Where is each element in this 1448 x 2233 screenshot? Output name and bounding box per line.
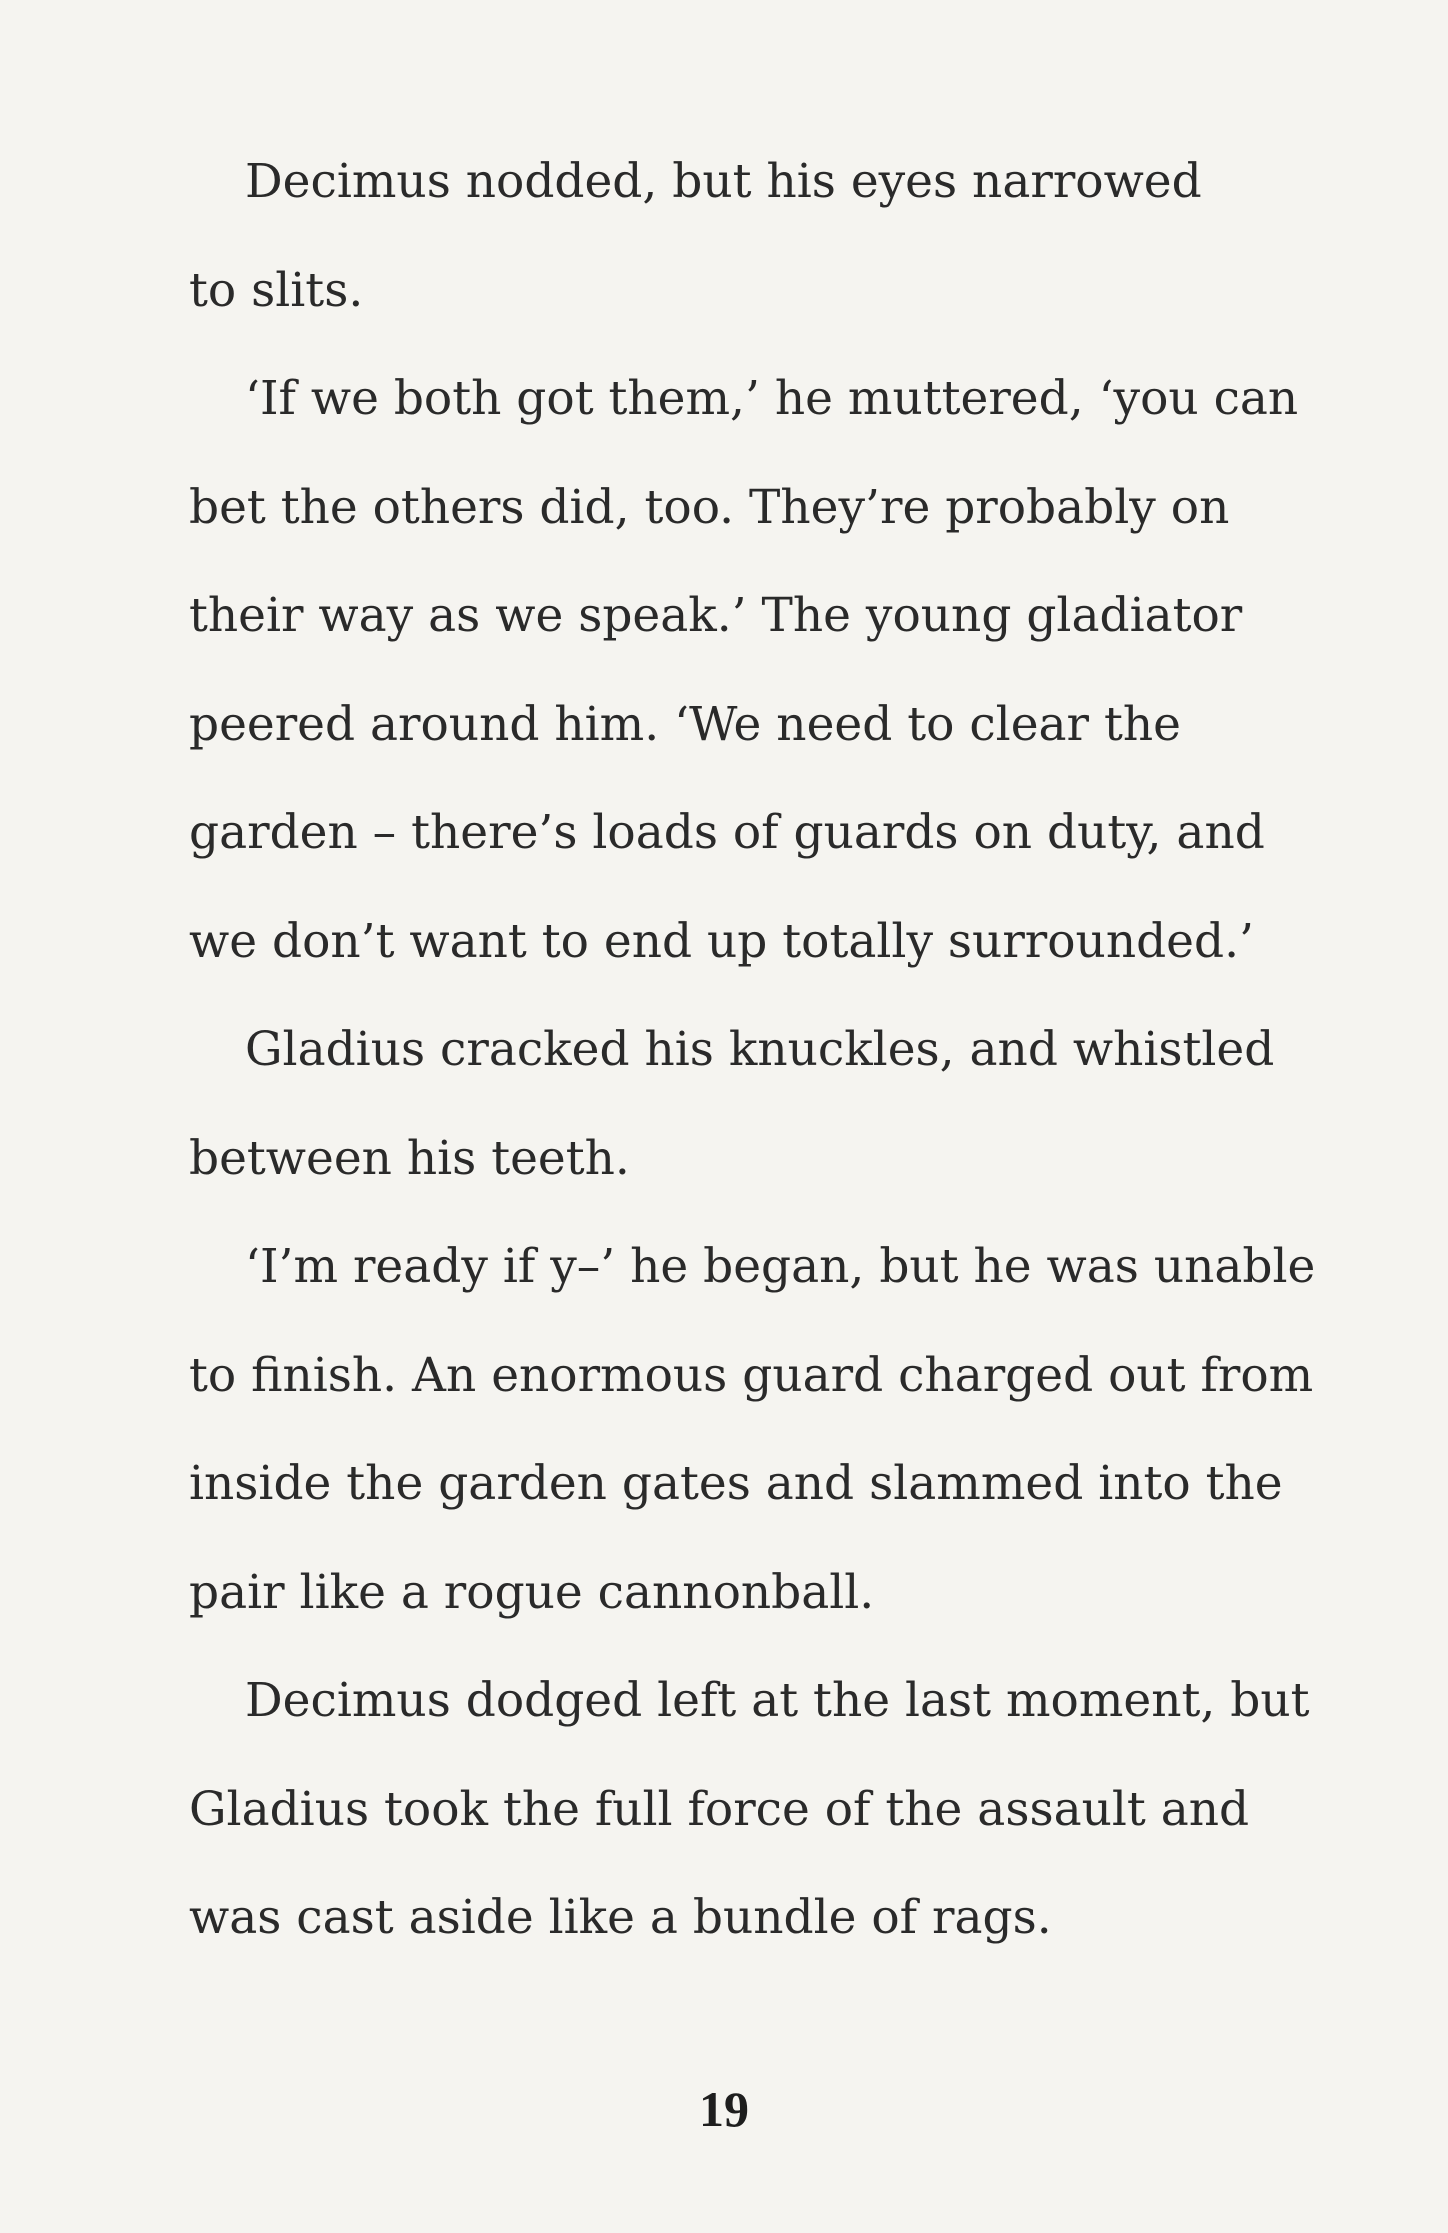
text-line: bet the others did, too. They’re probably on bbox=[189, 479, 1230, 535]
text-line: we don’t want to end up totally surrounded.’ bbox=[189, 913, 1254, 969]
page-number: 19 bbox=[699, 2081, 749, 2137]
text-line: ‘If we both got them,’ he muttered, ‘you can bbox=[245, 371, 1299, 426]
text-line: to finish. An enormous guard charged out from bbox=[189, 1347, 1314, 1403]
text-line: Decimus nodded, but his eyes narrowed bbox=[245, 154, 1202, 209]
text-line: inside the garden gates and slammed into the bbox=[189, 1456, 1283, 1511]
text-line: peered around him. ‘We need to clear the bbox=[189, 696, 1181, 752]
text-line: pair like a rogue cannonball. bbox=[189, 1564, 875, 1620]
text-line: garden – there’s loads of guards on duty, and bbox=[189, 805, 1265, 860]
text-line: between his teeth. bbox=[189, 1130, 630, 1186]
text-line: Gladius cracked his knuckles, and whistled bbox=[245, 1022, 1275, 1077]
body-text bbox=[189, 128, 1316, 1973]
text-line: their way as we speak.’ The young gladiator bbox=[189, 588, 1243, 643]
text-line: to slits. bbox=[189, 262, 364, 318]
text-line: ‘I’m ready if y–’ he began, but he was unable bbox=[245, 1239, 1316, 1294]
text-line: Decimus dodged left at the last moment, but bbox=[245, 1673, 1310, 1728]
text-line: was cast aside like a bundle of rags. bbox=[189, 1890, 1052, 1945]
text-line: Gladius took the full force of the assault and bbox=[189, 1781, 1250, 1837]
